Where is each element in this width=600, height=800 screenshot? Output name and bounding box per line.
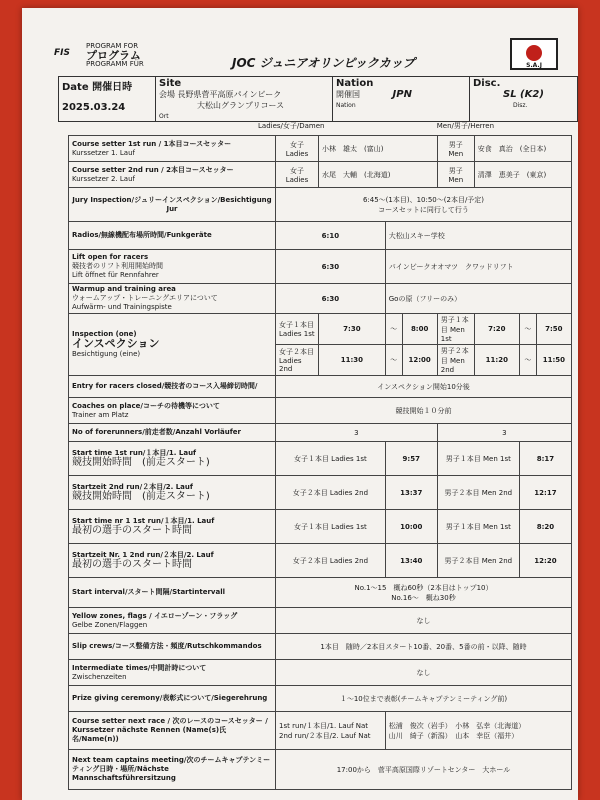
men-header: Men/男子/Herren — [436, 122, 495, 130]
inspection-label: Inspection (one) — [72, 330, 137, 338]
program-jp: プログラム — [86, 49, 141, 62]
row-inspection-1 — [69, 314, 572, 345]
row-warmup — [69, 284, 572, 314]
inspection-l2-from: 11:30 — [319, 345, 386, 376]
inspection-tilde: ～ — [385, 314, 402, 345]
row-next-setter — [69, 712, 572, 750]
row-radios — [69, 222, 572, 250]
prize-value: １～10位まで表彰(チームキャプテンミーティング前) — [276, 686, 572, 712]
header — [22, 8, 578, 74]
setter2-sub: Kurssetzer 2. Lauf — [72, 174, 135, 183]
first2-jp: 最初の選手のスタート時間 — [72, 559, 192, 570]
intermediate-sub: Zwischenzeiten — [72, 672, 127, 681]
setter2-men-name: 清澤 恵美子 (東京) — [474, 162, 571, 188]
start2-ladies-tag: 女子２本目 Ladies 2nd — [276, 476, 386, 510]
start1-ladies-time: 9:57 — [385, 442, 437, 476]
first1-ladies-time: 10:00 — [385, 510, 437, 544]
radios-place: 大松山スキー学校 — [385, 222, 571, 250]
setter1-ladies-tag: 女子 Ladies — [276, 136, 319, 162]
entry-closed-label: Entry for racers closed/競技者のコース入場締切時間/ — [72, 382, 258, 390]
first1-label: Start time nr 1 1st run/１本目/1. Lauf — [72, 517, 215, 525]
first2-men-time: 12:20 — [519, 544, 571, 578]
forerunners-men: 3 — [437, 424, 571, 442]
row-start-interval — [69, 578, 572, 608]
lift-sub1: 競技者のリフト利用開始時間 — [72, 262, 163, 270]
interval-value1: No.1～15 概ね60秒（2本目はトップ10） — [354, 583, 493, 592]
warmup-place: Goの原（フリーのみ） — [385, 284, 571, 314]
row-prize-giving — [69, 686, 572, 712]
disc-cell — [470, 77, 578, 122]
lift-time: 6:30 — [276, 250, 386, 284]
row-setter-1 — [69, 136, 572, 162]
setter1-ladies-name: 小林 雄太 (富山) — [319, 136, 438, 162]
next-setter-name-2b: 山本 幸臣（福井） — [455, 731, 519, 740]
inspection-m2-tag: 男子２本目 Men 2nd — [437, 345, 474, 376]
program-label — [86, 42, 144, 69]
program-bottom: PROGRAMM FÜR — [86, 60, 144, 68]
next-setter-label: Course setter next race / 次のレースのコースセッター / Kurssetzer nächste Rennen (Name(s)氏名/Name(n)) — [72, 717, 268, 743]
jury-label: Jury Inspection/ジュリーインスペクション/Besichtigung Jur — [72, 195, 272, 213]
setter1-men-tag: 男子 Men — [437, 136, 474, 162]
setter2-ladies-name: 水尾 大輔 (北海道) — [319, 162, 438, 188]
row-lift — [69, 250, 572, 284]
start1-ladies-tag: 女子１本目 Ladies 1st — [276, 442, 386, 476]
jury-value1: 6:45～(1本目)、10:50～(2本目/予定) — [362, 195, 485, 204]
start1-men-tag: 男子１本目 Men 1st — [437, 442, 519, 476]
warmup-label: Warmup and training area — [72, 285, 176, 293]
program-top: PROGRAM FOR — [86, 42, 139, 50]
site-ort: Ort — [159, 113, 169, 120]
site-label: Site — [159, 78, 182, 89]
inspection-m2-from: 11:20 — [474, 345, 519, 376]
setter1-label: Course setter 1st run / 1本目コースセッター — [72, 139, 232, 148]
nation-value: JPN — [392, 89, 412, 100]
row-start-2 — [69, 476, 572, 510]
yellow-sub: Gelbe Zonen/Flaggen — [72, 620, 148, 629]
schedule-table — [68, 135, 572, 790]
start1-men-time: 8:17 — [519, 442, 571, 476]
row-entry-closed — [69, 376, 572, 398]
inspection-m1-tag: 男子１本目 Men 1st — [437, 314, 474, 345]
row-first-racer-1 — [69, 510, 572, 544]
coaches-value: 競技開始１０分前 — [276, 398, 572, 424]
inspection-sub: Besichtigung (eine) — [72, 350, 141, 358]
start2-jp: 競技開始時間 (前走スタート) — [72, 491, 210, 502]
date-label: Date 開催日時 — [62, 82, 133, 93]
lift-label: Lift open for racers — [72, 253, 149, 261]
inspection-tilde: ～ — [519, 345, 536, 376]
forerunners-ladies: 3 — [276, 424, 438, 442]
inspection-l1-from: 7:30 — [319, 314, 386, 345]
next-setter-tag2: 2nd run/２本目/2. Lauf Nat — [279, 731, 371, 740]
forerunners-label: No of forerunners/前走者数/Anzahl Vorläufer — [72, 428, 241, 436]
first1-jp: 最初の選手のスタート時間 — [72, 525, 192, 536]
warmup-sub1: ウォームアップ・トレーニングエリアについて — [72, 294, 218, 302]
nation-sub: Nation — [336, 102, 356, 109]
radios-label: Radios/無線機配布場所時間/Funkgeräte — [72, 231, 212, 239]
radios-time: 6:10 — [276, 222, 386, 250]
row-jury — [69, 188, 572, 222]
site-prefix: 会場 — [159, 90, 175, 99]
start2-men-tag: 男子２本目 Men 2nd — [437, 476, 519, 510]
disc-value: SL (K2) — [503, 89, 544, 100]
row-yellow-zones — [69, 608, 572, 634]
event-title: JOC ジュニアオリンピックカップ — [232, 56, 415, 70]
first1-men-time: 8:20 — [519, 510, 571, 544]
inspection-l1-to: 8:00 — [402, 314, 437, 345]
row-first-racer-2 — [69, 544, 572, 578]
coaches-sub: Trainer am Platz — [72, 410, 129, 419]
inspection-m1-to: 7:50 — [536, 314, 571, 345]
inspection-l2-to: 12:00 — [402, 345, 437, 376]
captains-label: Next team captains meeting/次のチームキャプテンミーティング日時・場所/Nächste Mannschaftsführersitzung — [72, 756, 271, 782]
ladies-header: Ladies/女子/Damen — [258, 122, 325, 130]
disc-sub: Disz. — [513, 102, 528, 109]
setter2-ladies-tag: 女子 Ladies — [276, 162, 319, 188]
row-forerunners — [69, 424, 572, 442]
row-slip-crews — [69, 634, 572, 660]
yellow-value: なし — [276, 608, 572, 634]
captains-value: 17:00から 菅平高原国際リゾートセンター 大ホール — [276, 750, 572, 790]
first2-ladies-time: 13:40 — [385, 544, 437, 578]
intermediate-label: Intermediate times/中間計時について — [72, 663, 207, 672]
inspection-l1-tag: 女子１本目 Ladies 1st — [276, 314, 319, 345]
intermediate-value: なし — [276, 660, 572, 686]
fis-logo: FIS — [54, 48, 70, 58]
date-value: 2025.03.24 — [62, 102, 126, 113]
flag-text: S.A.J — [526, 62, 542, 69]
jury-value2: コースセットに同行して行う — [378, 205, 469, 214]
setter1-men-name: 安食 真治 (全日本) — [474, 136, 571, 162]
entry-closed-value: インスペクション開始10分後 — [276, 376, 572, 398]
nation-jp: 開催国 — [336, 90, 360, 99]
inspection-l2-tag: 女子２本目 Ladies 2nd — [276, 345, 319, 376]
first1-ladies-tag: 女子１本目 Ladies 1st — [276, 510, 386, 544]
inspection-tilde: ～ — [519, 314, 536, 345]
coaches-label: Coaches on place/コーチの待機等について — [72, 401, 220, 410]
nation-label: Nation — [336, 78, 374, 89]
row-start-1 — [69, 442, 572, 476]
slip-value: 1本目 随時／2本目スタート10番、20番、5番の前・以降、随時 — [276, 634, 572, 660]
warmup-sub2: Aufwärm- und Trainingspiste — [72, 303, 172, 311]
site-cell — [156, 77, 333, 122]
prize-label: Prize giving ceremony/表彰式について/Siegerehrung — [72, 694, 268, 702]
start1-label: Start time 1st run/１本目/1. Lauf — [72, 449, 197, 457]
first1-men-tag: 男子１本目 Men 1st — [437, 510, 519, 544]
slip-label: Slip crews/コース整備方法・頻度/Rutschkommandos — [72, 642, 262, 650]
next-setter-name-2a: 山川 綺子（新潟） — [388, 731, 449, 740]
inspection-tilde: ～ — [385, 345, 402, 376]
next-setter-tag1: 1st run/１本目/1. Lauf Nat — [279, 721, 369, 730]
site-line2: 大松山グランプリコース — [197, 101, 285, 110]
lift-place: パインビークオオマツ クワッドリフト — [385, 250, 571, 284]
first2-men-tag: 男子２本目 Men 2nd — [437, 544, 519, 578]
interval-label: Start interval/スタート間隔/Startintervall — [72, 588, 225, 596]
inspection-m2-to: 11:50 — [536, 345, 571, 376]
date-cell — [59, 77, 156, 122]
next-setter-name-1b: 小林 弘幸（北海道） — [455, 721, 526, 730]
row-coaches — [69, 398, 572, 424]
site-line1: 長野県菅平高原パインビーク — [177, 90, 282, 99]
disc-label: Disc. — [473, 78, 501, 89]
setter2-men-tag: 男子 Men — [437, 162, 474, 188]
next-setter-name-1a: 松浦 俊次（岩手） — [388, 721, 449, 730]
interval-value2: No.16～ 概ね30秒 — [391, 593, 456, 602]
gender-header — [58, 121, 578, 131]
row-intermediate — [69, 660, 572, 686]
first2-ladies-tag: 女子２本目 Ladies 2nd — [276, 544, 386, 578]
nation-cell — [333, 77, 470, 122]
saj-flag-icon — [510, 38, 558, 70]
setter2-label: Course setter 2nd run / 2本目コースセッター — [72, 165, 234, 174]
start2-men-time: 12:17 — [519, 476, 571, 510]
yellow-label: Yellow zones, flags / イエローゾーン・フラッグ — [72, 611, 238, 620]
program-sheet — [22, 8, 578, 800]
setter1-sub: Kurssetzer 1. Lauf — [72, 148, 135, 157]
row-setter-2 — [69, 162, 572, 188]
first2-label: Startzeit Nr. 1 2nd run/２本目/2. Lauf — [72, 551, 214, 559]
row-captains-meeting — [69, 750, 572, 790]
inspection-jp: インスペクション — [72, 337, 160, 350]
meta-table — [58, 76, 578, 122]
warmup-time: 6:30 — [276, 284, 386, 314]
start2-ladies-time: 13:37 — [385, 476, 437, 510]
start1-jp: 競技開始時間 (前走スタート) — [72, 457, 210, 468]
inspection-m1-from: 7:20 — [474, 314, 519, 345]
start2-label: Startzeit 2nd run/２本目/2. Lauf — [72, 483, 193, 491]
lift-sub2: Lift öffnet für Rennfahrer — [72, 271, 159, 279]
